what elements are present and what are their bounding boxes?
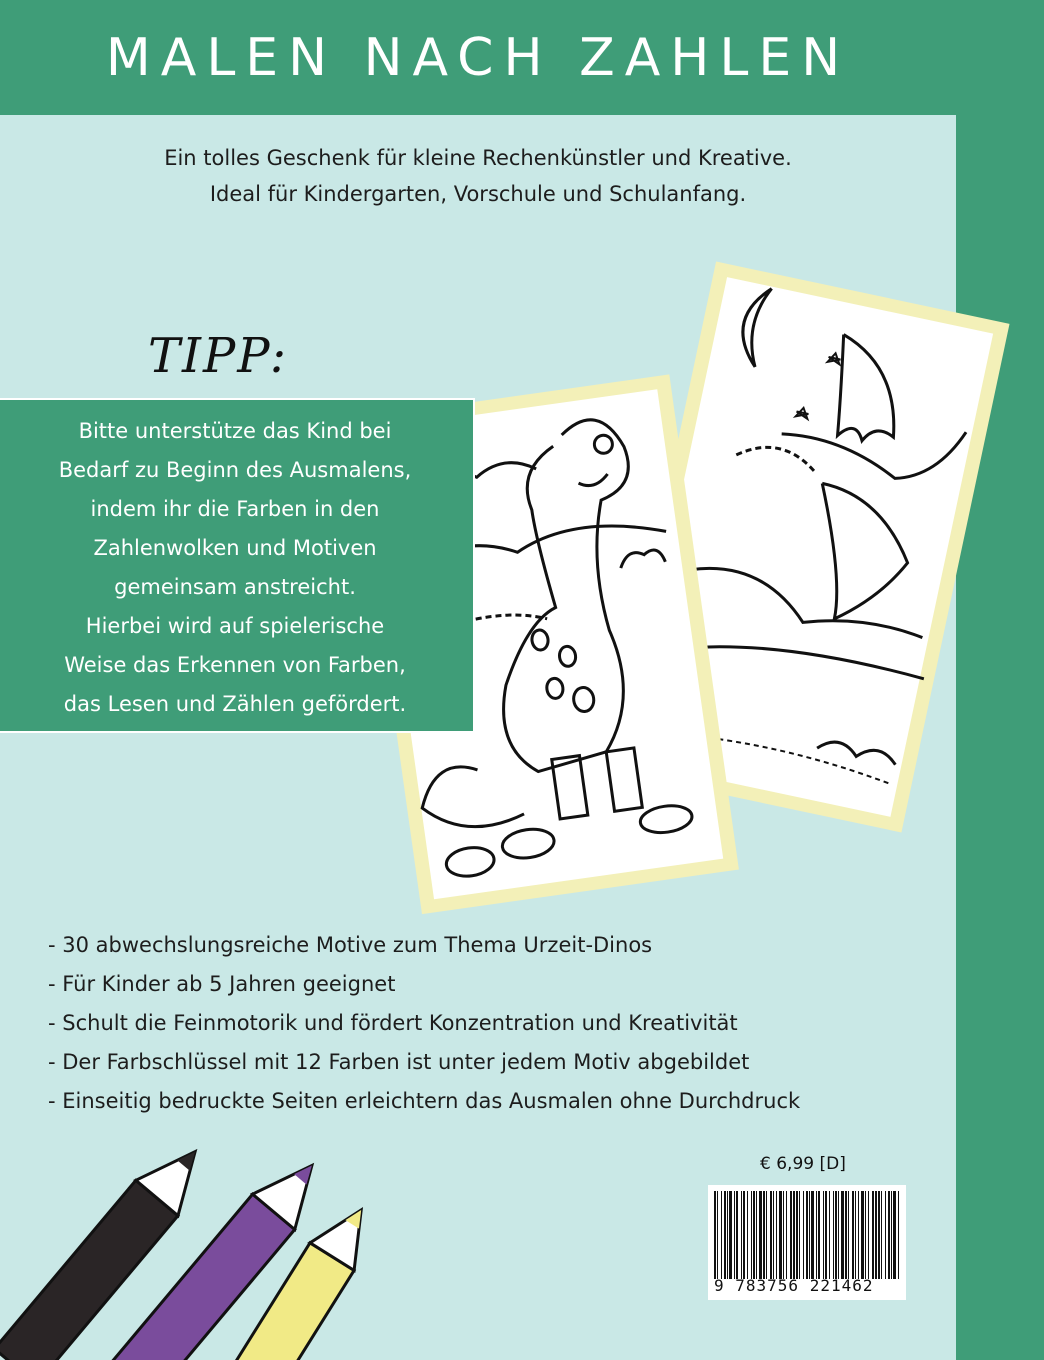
barcode-bar: [835, 1191, 837, 1279]
tipp-line: Weise das Erkennen von Farben,: [64, 653, 406, 677]
barcode-bar: [786, 1191, 787, 1279]
barcode-bar: [806, 1191, 808, 1279]
tipp-line: gemeinsam anstreicht.: [114, 575, 356, 599]
barcode-bar: [881, 1191, 882, 1279]
barcode-bar: [763, 1191, 765, 1279]
barcode-bar: [855, 1191, 856, 1279]
feature-list: [48, 926, 800, 1121]
barcode-bar: [885, 1191, 886, 1279]
tipp-line: Bedarf zu Beginn des Ausmalens,: [58, 458, 412, 482]
barcode-bar: [714, 1191, 716, 1279]
barcode-bar: [796, 1191, 798, 1279]
barcode-bar: [845, 1191, 847, 1279]
barcode-bar: [776, 1191, 777, 1279]
barcode-bar: [770, 1191, 772, 1279]
barcode-bar: [878, 1191, 880, 1279]
barcode-bar: [872, 1191, 874, 1279]
barcode-bar: [766, 1191, 767, 1279]
barcode-bar: [875, 1191, 877, 1279]
barcode-bar: [773, 1191, 774, 1279]
intro-line-2: Ideal für Kindergarten, Vorschule und Schulanfang.: [209, 182, 747, 206]
barcode-bar: [756, 1191, 757, 1279]
barcode-bar: [829, 1191, 830, 1279]
barcode-bar: [852, 1191, 854, 1279]
tipp-line: indem ihr die Farben in den: [90, 497, 380, 521]
barcode-bar: [753, 1191, 755, 1279]
tipp-line: Zahlenwolken und Motiven: [93, 536, 377, 560]
tipp-line: Hierbei wird auf spielerische: [85, 614, 385, 638]
isbn-number: 9 783756 221462: [714, 1276, 874, 1295]
barcode-bar: [803, 1191, 804, 1279]
barcode-bar: [841, 1191, 844, 1279]
barcode-bar: [809, 1191, 810, 1279]
list-item: - Für Kinder ab 5 Jahren geeignet: [48, 972, 396, 996]
barcode-bar: [799, 1191, 800, 1279]
barcode-bar: [825, 1191, 827, 1279]
barcode-bar: [741, 1191, 742, 1279]
barcode-bar: [823, 1191, 824, 1279]
intro-line-1: Ein tolles Geschenk für kleine Rechenkünstler und Kreative.: [164, 146, 792, 170]
barcode-bar: [717, 1191, 718, 1279]
barcode-bar: [724, 1191, 726, 1279]
list-item: - 30 abwechslungsreiche Motive zum Thema Urzeit-Dinos: [48, 933, 653, 957]
barcode-bar: [891, 1191, 892, 1279]
barcode-bar: [751, 1191, 752, 1279]
barcode-bar: [779, 1191, 782, 1279]
tipp-line: das Lesen und Zählen gefördert.: [63, 692, 407, 716]
tipp-line: Bitte unterstütze das Kind bei: [78, 419, 392, 443]
barcode-bar: [816, 1191, 817, 1279]
barcode-bar: [811, 1191, 814, 1279]
pencils-illustration: [0, 1100, 400, 1360]
price-label: € 6,99 [D]: [760, 1154, 846, 1174]
barcode-bar: [734, 1191, 735, 1279]
barcode-bar: [898, 1191, 899, 1279]
list-item: - Einseitig bedruckte Seiten erleichtern das Ausmalen ohne Durchdruck: [48, 1089, 801, 1113]
barcode-bar: [793, 1191, 795, 1279]
barcode-bar: [743, 1191, 745, 1279]
list-item: - Der Farbschlüssel mit 12 Farben ist unter jedem Motiv abgebildet: [48, 1050, 750, 1074]
barcode-bar: [865, 1191, 866, 1279]
list-item: - Schult die Feinmotorik und fördert Konzentration und Kreativität: [48, 1011, 738, 1035]
barcode-bar: [888, 1191, 890, 1279]
barcode-bar: [838, 1191, 839, 1279]
tipp-text: [0, 412, 470, 724]
barcode-bar: [727, 1191, 728, 1279]
barcode-bar: [721, 1191, 722, 1279]
page-title: MALEN NACH ZAHLEN: [105, 28, 851, 88]
barcode-bar: [848, 1191, 849, 1279]
barcode-bar: [747, 1191, 748, 1279]
barcode-bar: [783, 1191, 784, 1279]
barcode-bar: [790, 1191, 792, 1279]
barcode-bar: [729, 1191, 732, 1279]
barcode-bar: [893, 1191, 896, 1279]
barcode-bar: [736, 1191, 738, 1279]
barcode-bar: [858, 1191, 859, 1279]
tipp-heading: TIPP:: [148, 328, 289, 384]
barcode-bar: [868, 1191, 869, 1279]
barcode-bar: [861, 1191, 864, 1279]
barcode-bar: [833, 1191, 834, 1279]
barcode-bar: [759, 1191, 762, 1279]
barcode-bar: [818, 1191, 820, 1279]
